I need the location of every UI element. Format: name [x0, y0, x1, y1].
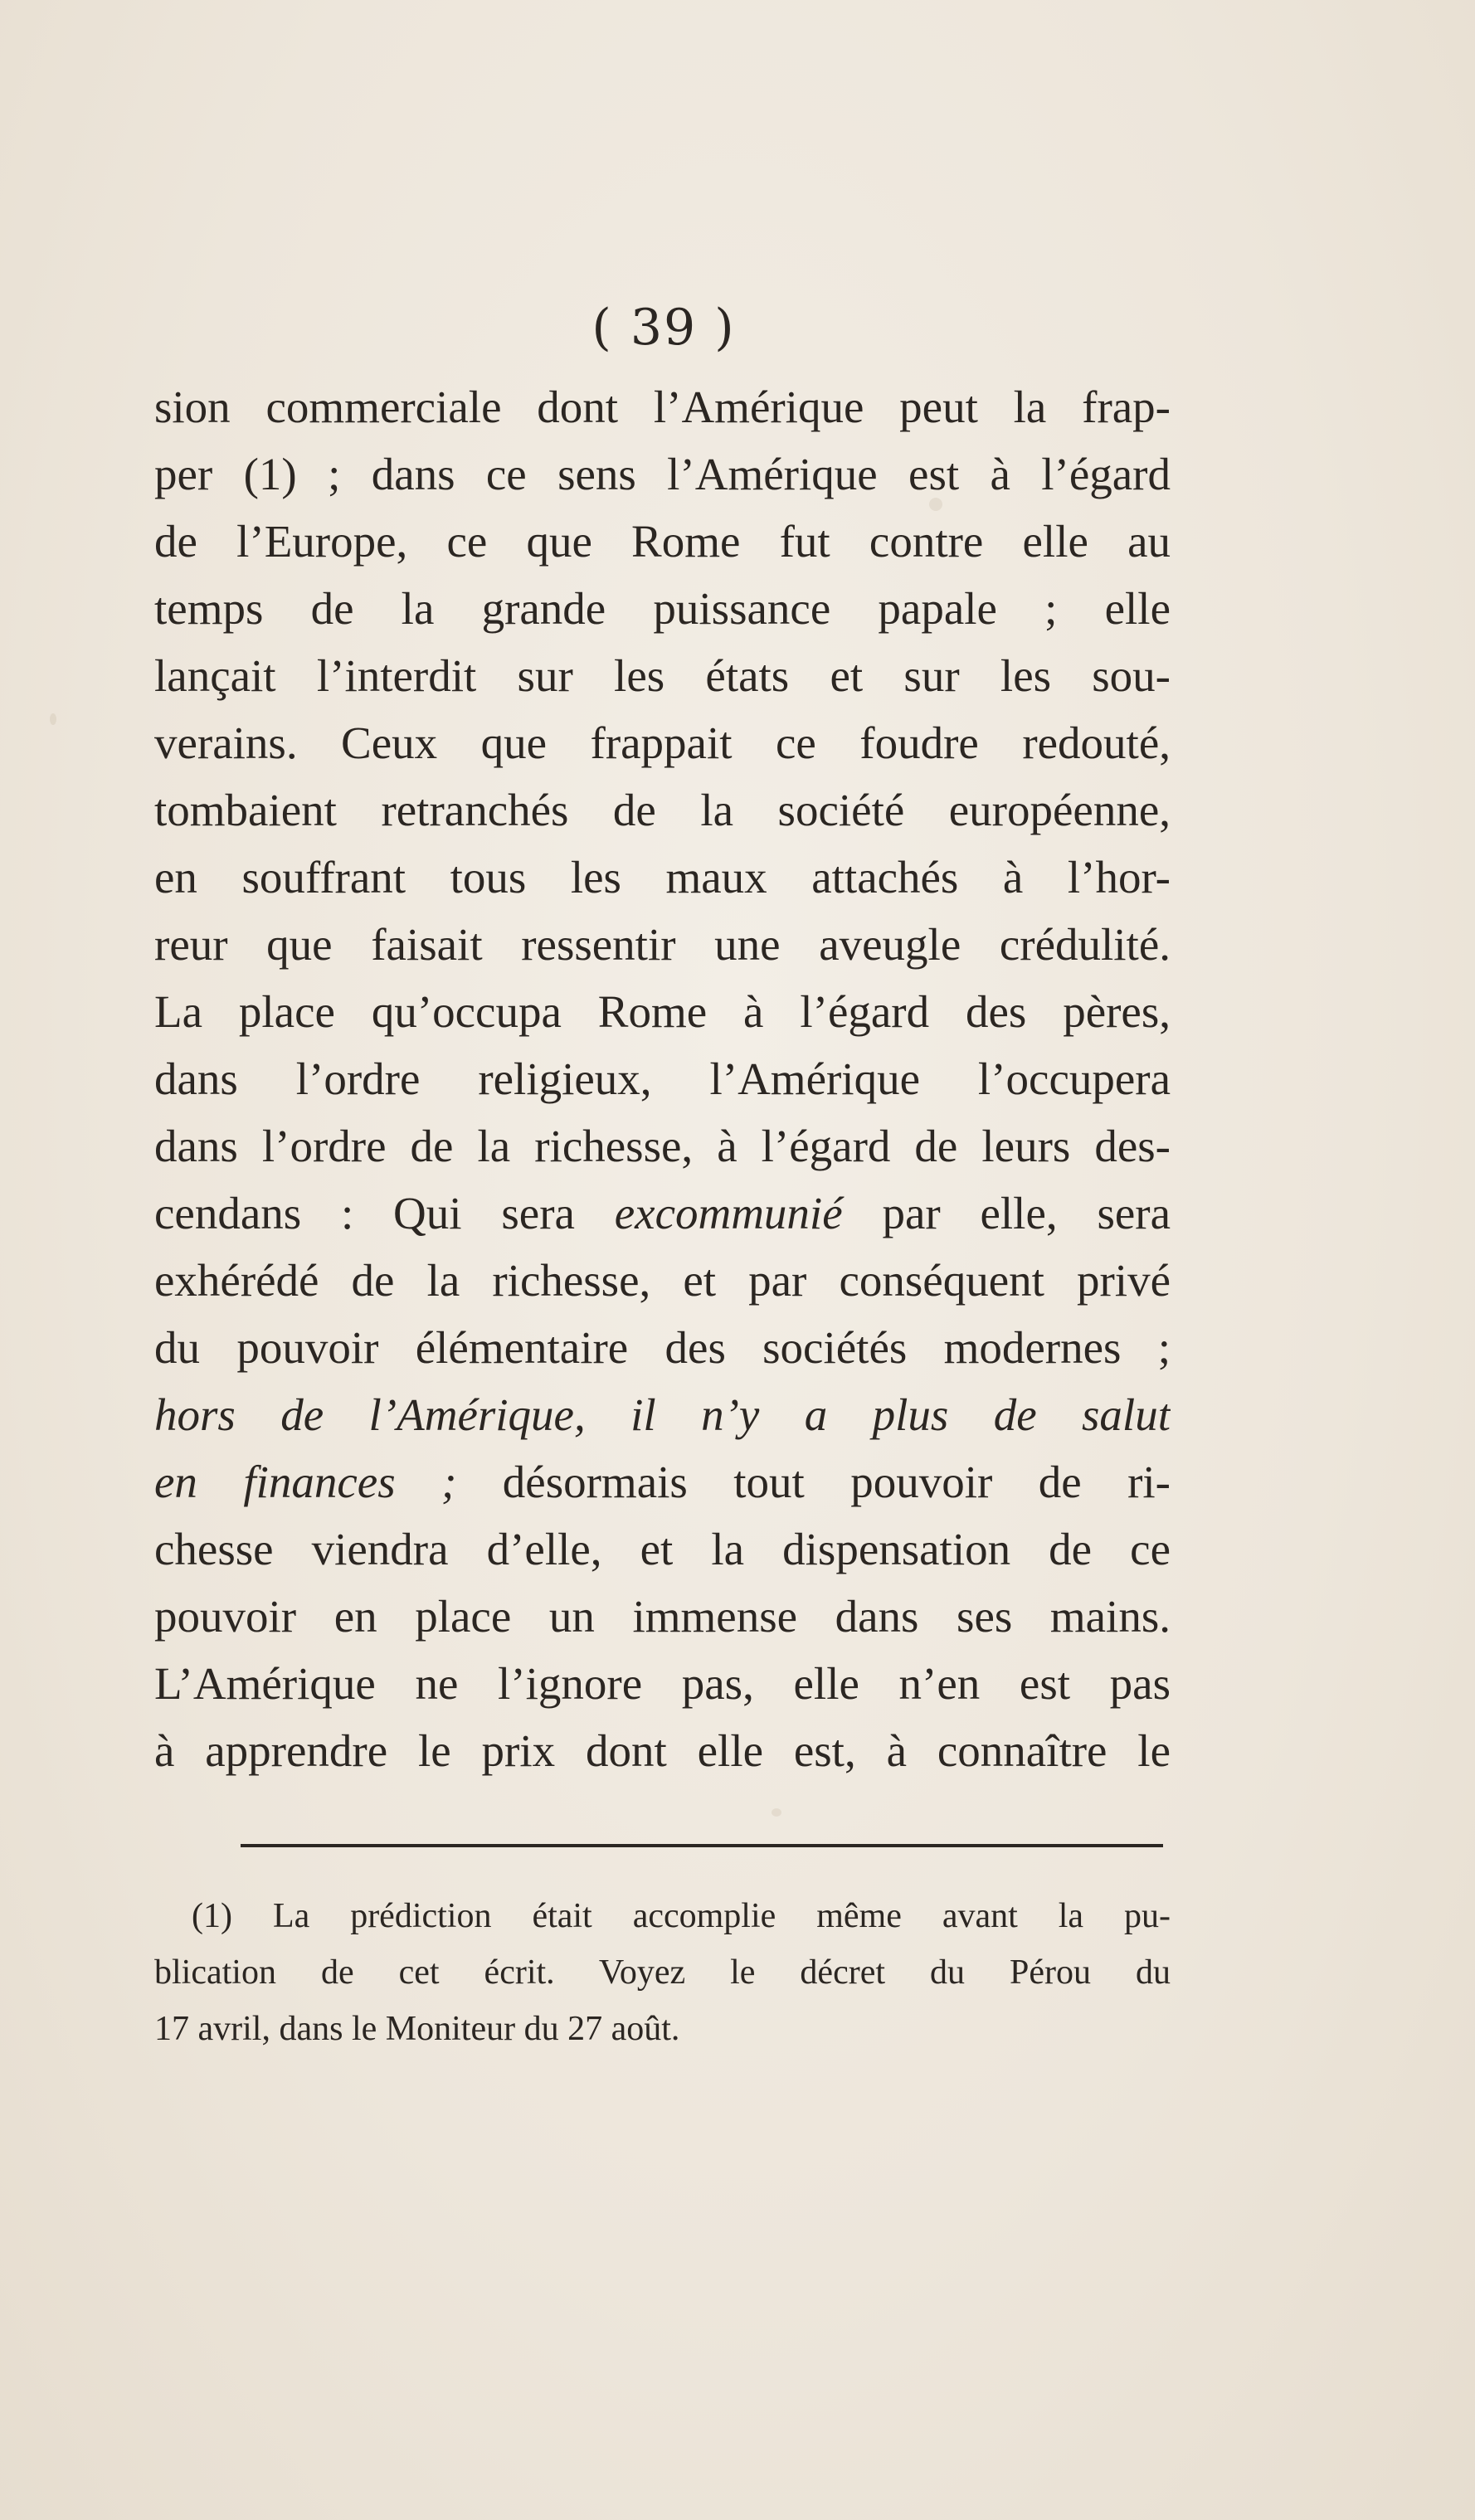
text-line [154, 373, 1171, 440]
text-line [154, 1247, 1171, 1314]
text-segment: cendans : Qui sera [154, 1188, 615, 1238]
text-segment: désormais tout pouvoir de ri- [456, 1457, 1171, 1507]
text-line [154, 575, 1171, 642]
text-segment: temps de la grande puissance papale ; elle [154, 583, 1171, 634]
text-line [154, 440, 1171, 508]
text-line [154, 1112, 1171, 1180]
italic-text: en finances ; [154, 1457, 457, 1507]
text-segment: per (1) ; dans ce sens l’Amérique est à l’égard [154, 449, 1171, 499]
text-line [154, 1583, 1171, 1650]
text-line [154, 642, 1171, 709]
text-segment: de l’Europe, ce que Rome fut contre elle au [154, 516, 1171, 567]
text-segment: verains. Ceux que frappait ce foudre redouté, [154, 718, 1171, 768]
italic-text: hors de l’Amérique, il n’y a plus de salut [154, 1389, 1171, 1440]
text-segment: en souffrant tous les maux attachés à l’hor- [154, 852, 1171, 902]
footnote-line: blication de cet écrit. Voyez le décret du Pérou du [154, 1953, 1171, 1992]
text-line [154, 709, 1171, 776]
text-segment: reur que faisait ressentir une aveugle crédulité. [154, 919, 1171, 970]
text-segment: sion commerciale dont l’Amérique peut la frap- [154, 382, 1171, 432]
text-line [154, 978, 1171, 1045]
text-line [154, 776, 1171, 844]
footnote-rule [241, 1844, 1163, 1847]
text-line [154, 1717, 1171, 1784]
text-line [154, 1180, 1171, 1247]
text-line [154, 911, 1171, 978]
text-line [154, 844, 1171, 911]
text-segment: à apprendre le prix dont elle est, à connaître le [154, 1725, 1171, 1776]
text-line [154, 1045, 1171, 1112]
text-line [154, 1650, 1171, 1717]
text-line [154, 1515, 1171, 1583]
footnote-line: (1) La prédiction était accomplie même avant la pu- [192, 1897, 1171, 1935]
text-line [154, 508, 1171, 575]
text-line [154, 1448, 1171, 1515]
text-segment: dans l’ordre religieux, l’Amérique l’occupera [154, 1053, 1171, 1104]
footnote [154, 1888, 1171, 2057]
text-segment: exhérédé de la richesse, et par conséquent privé [154, 1255, 1171, 1306]
text-segment: dans l’ordre de la richesse, à l’égard de leurs des- [154, 1121, 1171, 1171]
text-segment: du pouvoir élémentaire des sociétés modernes ; [154, 1322, 1171, 1373]
text-segment: L’Amérique ne l’ignore pas, elle n’en est pas [154, 1658, 1171, 1709]
text-segment: pouvoir en place un immense dans ses mains. [154, 1591, 1171, 1642]
paper-stain [50, 713, 56, 725]
text-segment: par elle, sera [842, 1188, 1171, 1238]
footnote-line: 17 avril, dans le Moniteur du 27 août. [154, 2010, 680, 2048]
text-line [154, 1314, 1171, 1381]
page-number: ( 39 ) [591, 299, 736, 357]
italic-text: excommunié [614, 1188, 843, 1238]
text-line [154, 1381, 1171, 1448]
text-segment: lançait l’interdit sur les états et sur les sou- [154, 650, 1171, 701]
text-segment: chesse viendra d’elle, et la dispensation de ce [154, 1524, 1171, 1574]
paper-stain [772, 1808, 781, 1817]
text-segment: tombaient retranchés de la société européenne, [154, 785, 1171, 835]
text-segment: La place qu’occupa Rome à l’égard des pères, [154, 986, 1171, 1037]
body-text [154, 373, 1171, 1784]
